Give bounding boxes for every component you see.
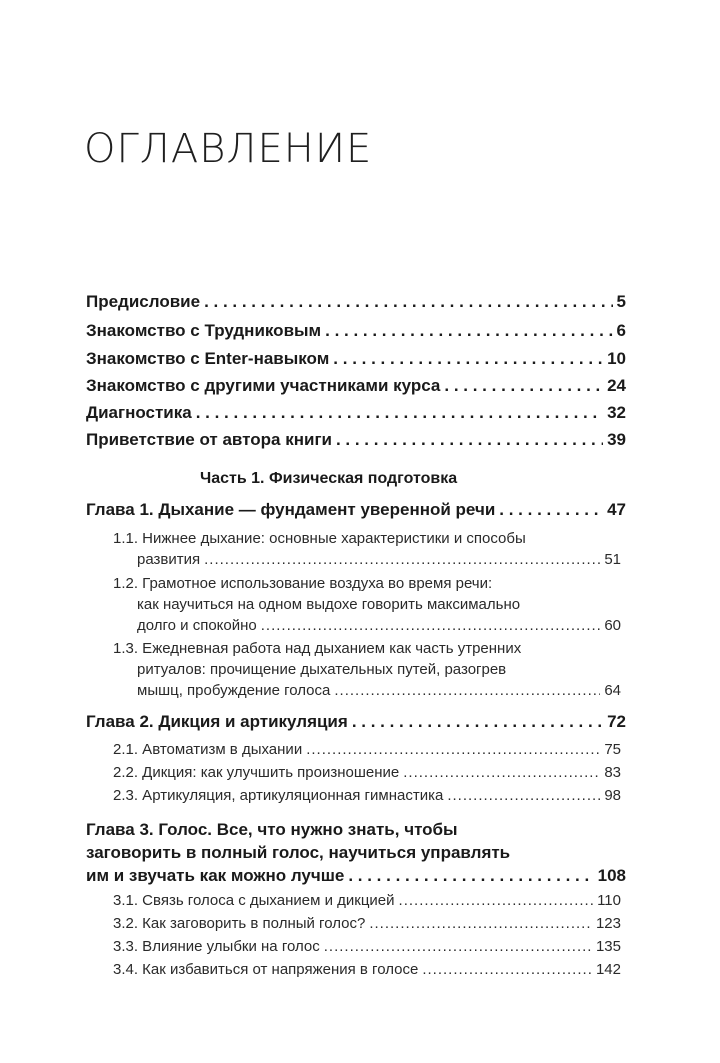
toc-entry: [86, 376, 626, 396]
dot-leader: [204, 551, 600, 568]
section-entry: [137, 682, 621, 699]
section-title: 3.3. Влияние улыбки на голос: [113, 938, 320, 955]
toc-entry-page: 24: [607, 376, 626, 395]
chapter-page: 47: [607, 500, 626, 519]
chapter-entry: [86, 500, 626, 520]
toc-entry-page: 5: [616, 292, 626, 311]
section-page: 51: [604, 551, 621, 568]
chapter-entry: [86, 866, 626, 886]
dot-leader: [324, 938, 592, 955]
section-entry: [113, 787, 621, 804]
dot-leader: [325, 321, 612, 341]
dot-leader: [369, 915, 592, 932]
dot-leader: [444, 376, 603, 396]
section-page: 75: [604, 741, 621, 758]
dot-leader: [499, 500, 603, 520]
toc-entry-label: Знакомство с Трудниковым: [86, 321, 322, 340]
page-title: ОГЛАВЛЕНИЕ: [84, 126, 373, 172]
toc-entry-page: 39: [607, 430, 626, 449]
toc-entry: [86, 349, 626, 369]
section-title: 2.2. Дикция: как улучшить произношение: [113, 764, 400, 781]
dot-leader: [196, 403, 603, 423]
toc-entry-page: 6: [616, 321, 626, 340]
section-title: 2.1. Автоматизм в дыхании: [113, 741, 303, 758]
dot-leader: [333, 349, 603, 369]
toc-entry: [86, 430, 626, 450]
toc-entry: [86, 321, 626, 341]
toc-entry: [86, 292, 626, 312]
section-entry: [113, 961, 621, 978]
section-title-line: 1.3. Ежедневная работа над дыханием как часть утренних: [113, 640, 522, 657]
toc-entry-label: Знакомство с другими участниками курса: [86, 376, 441, 395]
dot-leader: [348, 866, 593, 886]
dot-leader: [336, 430, 603, 450]
section-entry: [113, 741, 621, 758]
section-page: 64: [604, 682, 621, 699]
chapter-title-line: Глава 3. Голос. Все, что нужно знать, чтобы: [86, 820, 458, 839]
section-page: 110: [597, 892, 621, 909]
chapter-entry: [86, 712, 626, 732]
section-entry: [137, 617, 621, 634]
dot-leader: [204, 292, 612, 312]
section-title: долго и спокойно: [137, 617, 257, 634]
dot-leader: [334, 682, 600, 699]
section-title: мышц, пробуждение голоса: [137, 682, 331, 699]
toc-entry-label: Знакомство с Enter-навыком: [86, 349, 330, 368]
dot-leader: [422, 961, 592, 978]
toc-entry: [86, 403, 626, 423]
section-title: 2.3. Артикуляция, артикуляционная гимнастика: [113, 787, 444, 804]
part-heading: Часть 1. Физическая подготовка: [200, 470, 458, 487]
dot-leader: [306, 741, 600, 758]
dot-leader: [403, 764, 600, 781]
toc-entry-label: Диагностика: [86, 403, 192, 422]
chapter-title-line: заговорить в полный голос, научиться управлять: [86, 843, 511, 862]
chapter-title: Глава 2. Дикция и артикуляция: [86, 712, 348, 731]
section-entry: [113, 892, 621, 909]
section-page: 83: [604, 764, 621, 781]
chapter-title: им и звучать как можно лучше: [86, 866, 345, 885]
section-page: 123: [595, 915, 621, 932]
section-title-line: 1.2. Грамотное использование воздуха во время речи:: [113, 575, 493, 592]
section-entry: [113, 915, 621, 932]
dot-leader: [447, 787, 600, 804]
dot-leader: [261, 617, 601, 634]
section-entry: [113, 764, 621, 781]
toc-entry-page: 32: [607, 403, 626, 422]
section-title: 3.4. Как избавиться от напряжения в голосе: [113, 961, 419, 978]
section-title: развития: [137, 551, 201, 568]
section-entry: [137, 551, 621, 568]
toc-entry-page: 10: [607, 349, 626, 368]
chapter-page: 72: [607, 712, 626, 731]
toc-entry-label: Предисловие: [86, 292, 201, 311]
section-title: 3.1. Связь голоса с дыханием и дикцией: [113, 892, 395, 909]
chapter-title: Глава 1. Дыхание — фундамент уверенной речи: [86, 500, 496, 519]
section-title-line: как научиться на одном выдохе говорить максимально: [137, 596, 521, 613]
section-page: 142: [595, 961, 621, 978]
dot-leader: [352, 712, 603, 732]
dot-leader: [399, 892, 594, 909]
section-entry: [113, 938, 621, 955]
section-page: 60: [604, 617, 621, 634]
section-page: 135: [595, 938, 621, 955]
section-title-line: ритуалов: прочищение дыхательных путей, разогрев: [137, 661, 507, 678]
chapter-page: 108: [597, 866, 626, 885]
toc-entry-label: Приветствие от автора книги: [86, 430, 332, 449]
section-title-line: 1.1. Нижнее дыхание: основные характеристики и способы: [113, 530, 526, 547]
section-title: 3.2. Как заговорить в полный голос?: [113, 915, 366, 932]
section-page: 98: [604, 787, 621, 804]
